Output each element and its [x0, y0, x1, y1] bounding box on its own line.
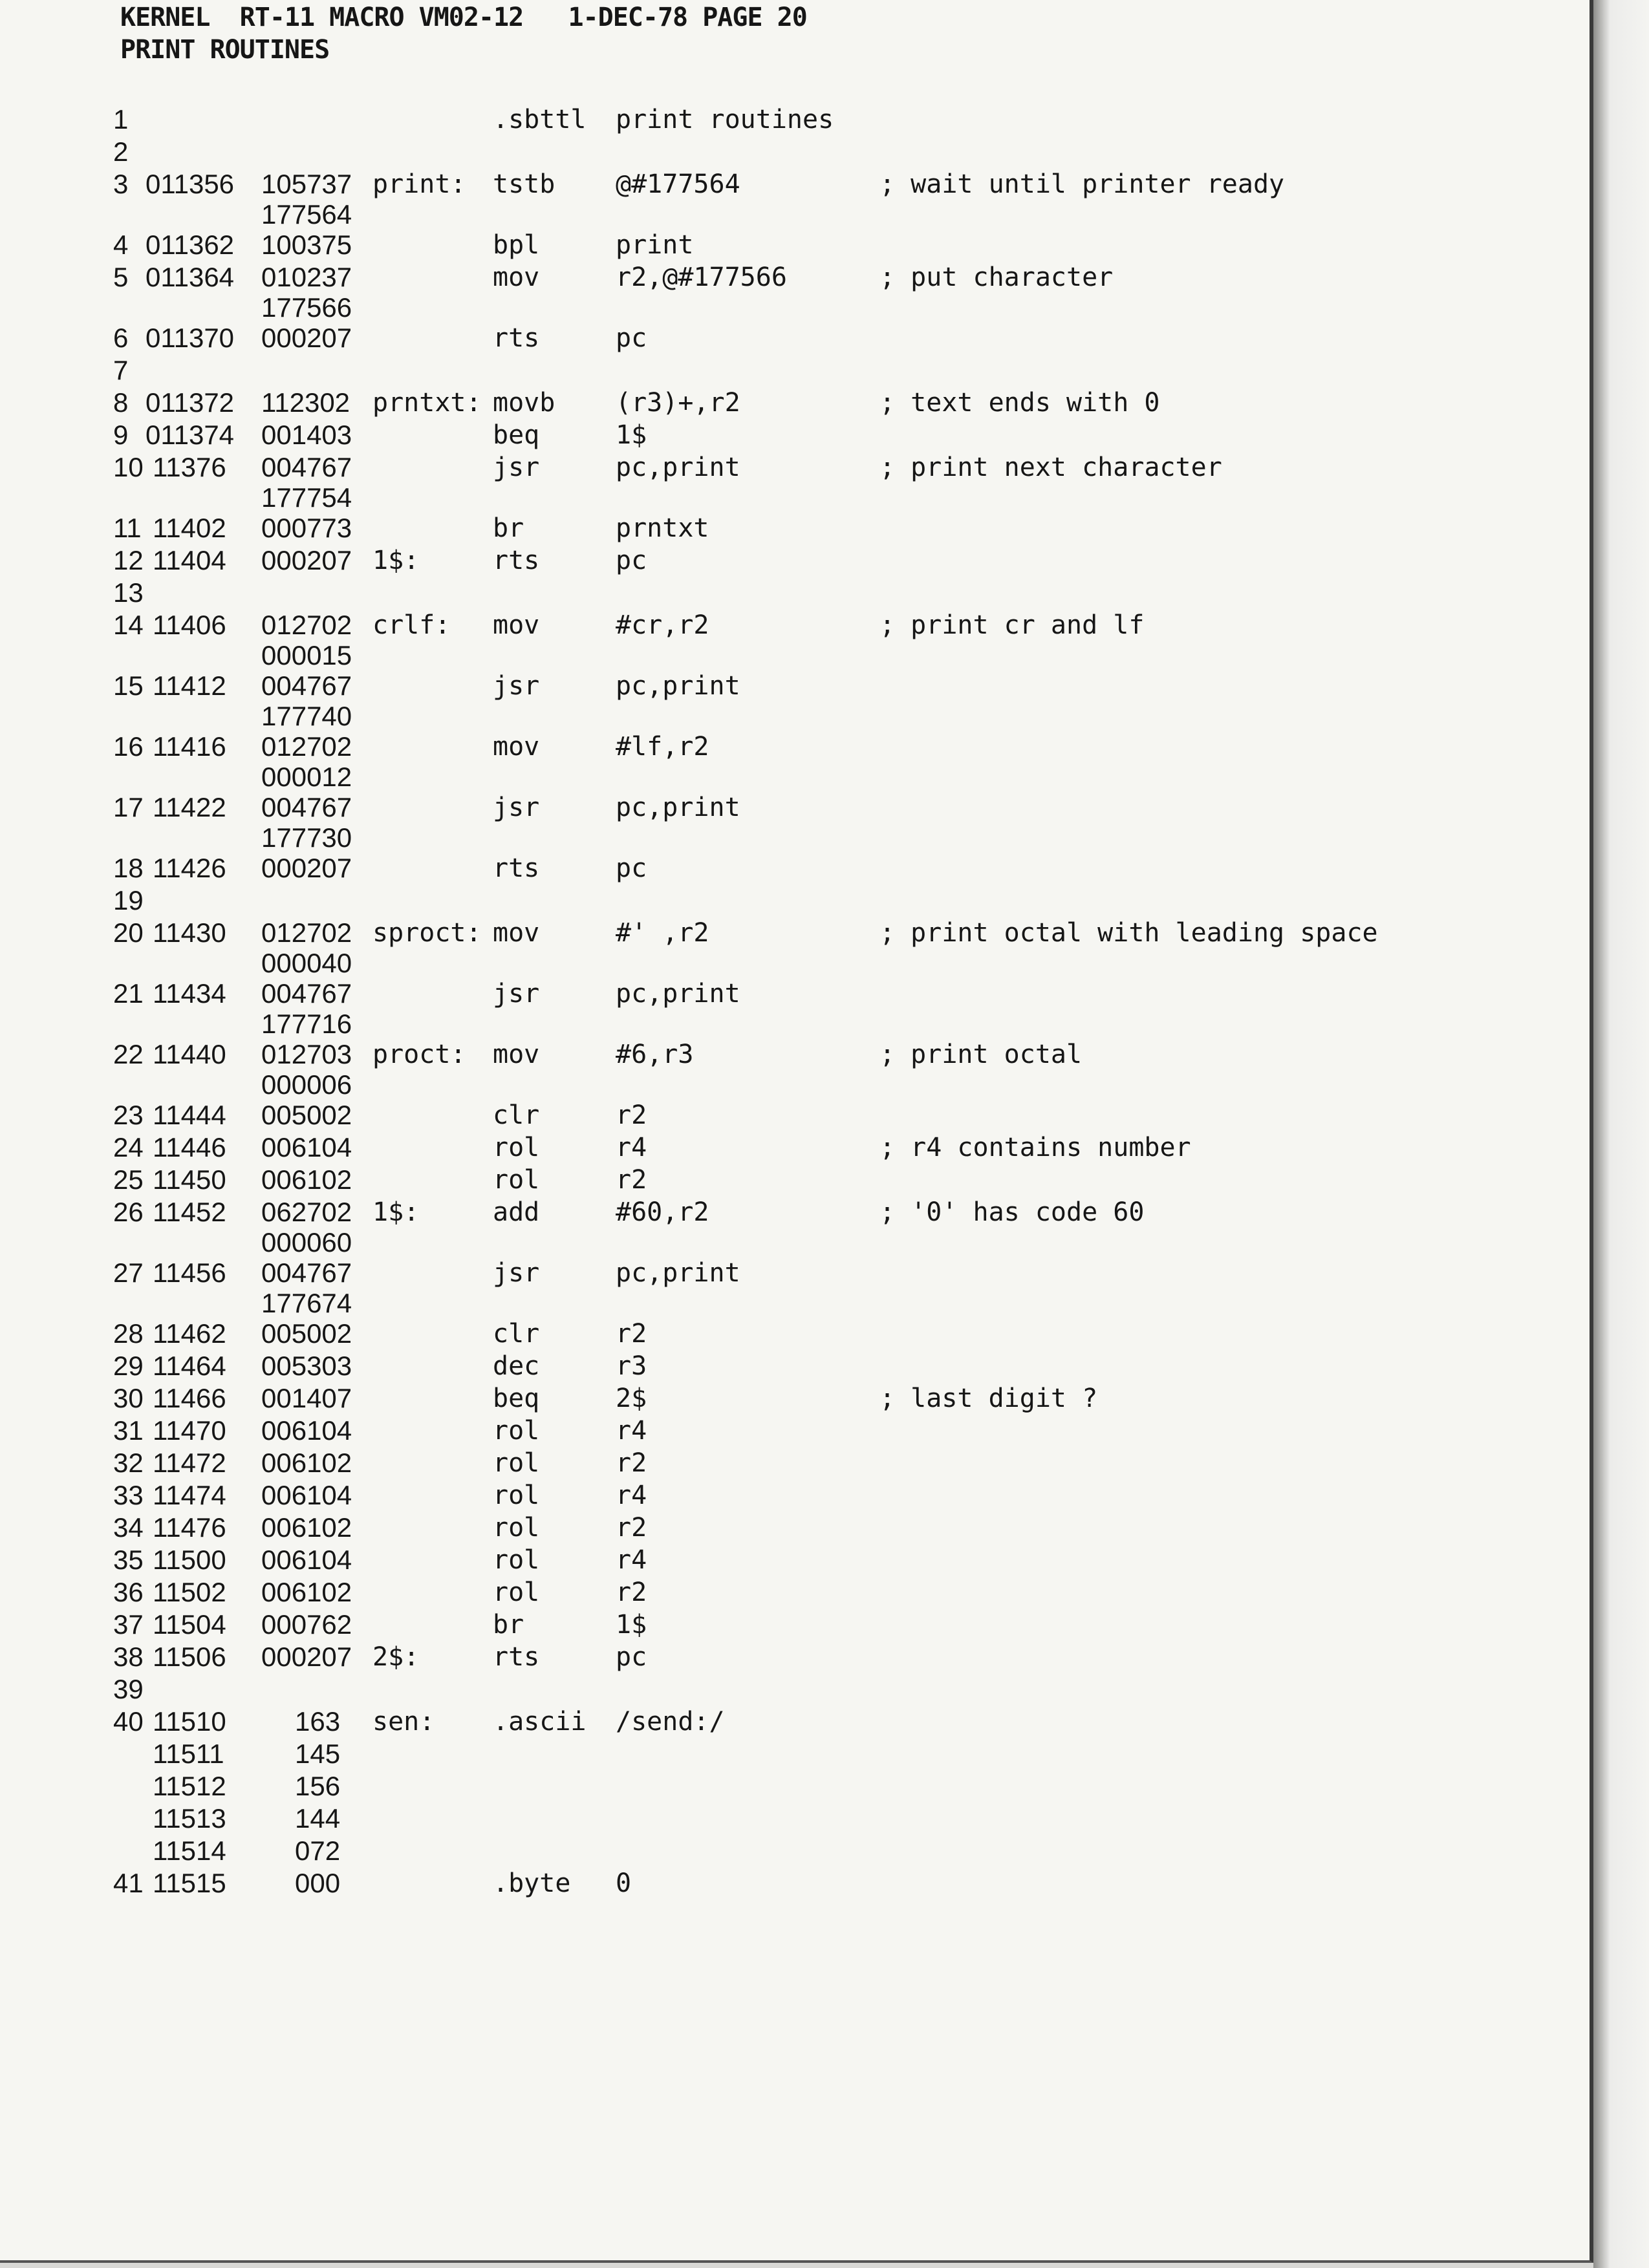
object-code: 004767	[261, 1257, 352, 1288]
listing-line	[0, 544, 1552, 577]
operand: 0	[616, 1868, 632, 1898]
listing-line	[0, 1867, 1552, 1899]
operand: r2,@#177566	[616, 262, 787, 292]
operand: r2	[616, 1513, 647, 1543]
address: 11450	[153, 1164, 226, 1195]
listing-line	[0, 451, 1552, 484]
address: 11474	[153, 1480, 226, 1510]
object-code: 006104	[261, 1415, 352, 1446]
object-code: 006102	[261, 1164, 352, 1195]
listing-line	[0, 978, 1552, 1010]
comment: ; last digit ?	[879, 1384, 1098, 1413]
listing-line	[0, 1099, 1552, 1131]
opcode: rol	[493, 1513, 540, 1543]
line-number: 34	[113, 1512, 144, 1543]
line-number: 32	[113, 1448, 144, 1478]
opcode: rol	[493, 1578, 540, 1607]
object-code: 006102	[261, 1448, 352, 1478]
object-code: 004767	[261, 978, 352, 1009]
listing-line	[0, 1803, 1552, 1835]
listing-line	[0, 354, 1552, 387]
opcode: beq	[493, 1384, 540, 1413]
operand: #cr,r2	[616, 610, 709, 640]
line-number: 22	[113, 1039, 144, 1069]
object-code: 004767	[261, 452, 352, 482]
operand: r4	[616, 1481, 647, 1510]
listing-line	[0, 1131, 1552, 1164]
object-code: 145	[295, 1738, 341, 1769]
opcode: .sbttl	[493, 105, 587, 134]
listing-line	[0, 1257, 1552, 1289]
opcode: jsr	[493, 1258, 540, 1288]
opcode: jsr	[493, 979, 540, 1009]
listing-line	[0, 1447, 1552, 1479]
object-code: 062702	[261, 1197, 352, 1227]
opcode: bpl	[493, 230, 540, 260]
listing-line	[0, 1038, 1552, 1071]
opcode: rts	[493, 853, 540, 883]
listing-line	[0, 1164, 1552, 1196]
label: sen:	[372, 1707, 435, 1737]
line-number: 10	[113, 452, 144, 482]
listing-line	[0, 103, 1552, 136]
object-code: 000207	[261, 545, 352, 575]
object-code-extension: 000040	[261, 948, 352, 978]
line-number: 16	[113, 731, 144, 762]
operand: r2	[616, 1165, 647, 1195]
opcode: rol	[493, 1448, 540, 1478]
opcode: tstb	[493, 169, 555, 199]
comment: ; wait until printer ready	[879, 169, 1285, 199]
line-number: 4	[113, 230, 129, 260]
object-code: 010237	[261, 262, 352, 292]
line-number: 31	[113, 1415, 144, 1446]
listing-line	[0, 1835, 1552, 1867]
object-code: 156	[295, 1771, 341, 1801]
address: 011356	[146, 169, 235, 199]
line-number: 18	[113, 853, 144, 883]
object-code: 004767	[261, 670, 352, 701]
address: 11440	[153, 1039, 226, 1069]
operand: pc,print	[616, 453, 740, 482]
opcode: rts	[493, 546, 540, 575]
line-number: 24	[113, 1132, 144, 1162]
operand: r2	[616, 1578, 647, 1607]
address: 11510	[153, 1706, 226, 1737]
address: 11426	[153, 853, 226, 883]
opcode: br	[493, 513, 524, 543]
opcode: rts	[493, 1642, 540, 1672]
address: 11472	[153, 1448, 226, 1478]
line-number: 25	[113, 1164, 144, 1195]
line-number: 38	[113, 1642, 144, 1672]
address: 11422	[153, 792, 226, 822]
operand: pc,print	[616, 671, 740, 701]
line-number: 36	[113, 1577, 144, 1607]
listing-line	[0, 387, 1552, 419]
listing-line	[0, 1415, 1552, 1447]
line-number: 14	[113, 610, 144, 640]
object-code: 000207	[261, 323, 352, 353]
line-number: 1	[113, 104, 129, 134]
operand: pc,print	[616, 1258, 740, 1288]
address: 11406	[153, 610, 226, 640]
operand: r4	[616, 1545, 647, 1575]
object-code-extension: 000006	[261, 1069, 352, 1100]
listing-line	[0, 1738, 1552, 1770]
object-code: 000762	[261, 1609, 352, 1640]
object-code: 000773	[261, 513, 352, 543]
line-number: 39	[113, 1674, 144, 1704]
comment: ; print cr and lf	[879, 610, 1145, 640]
object-code: 004767	[261, 792, 352, 822]
label: prntxt:	[372, 388, 482, 418]
comment: ; r4 contains number	[879, 1133, 1191, 1162]
address: 011372	[146, 387, 235, 418]
operand: r4	[616, 1133, 647, 1162]
object-code: 005002	[261, 1100, 352, 1130]
listing-line	[0, 1512, 1552, 1544]
opcode: add	[493, 1197, 540, 1227]
listing-line	[0, 322, 1552, 354]
address: 11434	[153, 978, 226, 1009]
object-code: 105737	[261, 169, 352, 199]
operand: 1$	[616, 1610, 647, 1640]
opcode: rol	[493, 1481, 540, 1510]
listing-line	[0, 852, 1552, 884]
listing-line	[0, 1544, 1552, 1576]
opcode: jsr	[493, 453, 540, 482]
object-code: 000	[295, 1868, 341, 1898]
listing-line	[0, 1196, 1552, 1228]
object-code: 163	[295, 1706, 341, 1737]
listing-line	[0, 731, 1552, 763]
header-title: KERNEL RT-11 MACRO VM02-12 1-DEC-78 PAGE 20	[120, 3, 807, 32]
comment: ; text ends with 0	[879, 388, 1160, 418]
listing-line	[0, 1350, 1552, 1382]
operand: #' ,r2	[616, 918, 709, 948]
operand: pc,print	[616, 793, 740, 822]
listing-line	[0, 1770, 1552, 1803]
address: 11466	[153, 1383, 226, 1413]
line-number: 33	[113, 1480, 144, 1510]
listing-line	[0, 577, 1552, 609]
address: 11452	[153, 1197, 226, 1227]
line-number: 15	[113, 670, 144, 701]
label: proct:	[372, 1040, 466, 1069]
comment: ; print octal	[879, 1040, 1083, 1069]
object-code: 001403	[261, 420, 352, 450]
listing-line	[0, 419, 1552, 451]
address: 11416	[153, 731, 226, 762]
address: 11502	[153, 1577, 226, 1607]
object-code: 005303	[261, 1351, 352, 1381]
listing-line	[0, 136, 1552, 168]
operand: r4	[616, 1416, 647, 1446]
object-code-extension: 177564	[261, 199, 352, 230]
object-code-extension: 177716	[261, 1009, 352, 1039]
listing-line	[0, 1706, 1552, 1738]
object-code-extension: 177730	[261, 822, 352, 853]
listing-line	[0, 512, 1552, 544]
line-number: 30	[113, 1383, 144, 1413]
operand: #60,r2	[616, 1197, 709, 1227]
listing-line	[0, 1576, 1552, 1609]
operand: pc	[616, 546, 647, 575]
object-code: 005002	[261, 1318, 352, 1349]
opcode: rol	[493, 1165, 540, 1195]
line-number: 13	[113, 577, 144, 608]
opcode: mov	[493, 918, 540, 948]
object-code: 012702	[261, 917, 352, 948]
comment: ; '0' has code 60	[879, 1197, 1145, 1227]
label: 1$:	[372, 1197, 420, 1227]
object-code: 000207	[261, 853, 352, 883]
line-number: 17	[113, 792, 144, 822]
address: 11511	[153, 1738, 224, 1769]
opcode: .ascii	[493, 1707, 587, 1737]
operand: (r3)+,r2	[616, 388, 740, 418]
operand: 1$	[616, 420, 647, 450]
opcode: mov	[493, 262, 540, 292]
listing-line	[0, 917, 1552, 949]
opcode: rol	[493, 1416, 540, 1446]
line-number: 35	[113, 1545, 144, 1575]
address: 011374	[146, 420, 235, 450]
line-number: 23	[113, 1100, 144, 1130]
line-number: 28	[113, 1318, 144, 1349]
listing-line	[0, 609, 1552, 641]
opcode: rol	[493, 1545, 540, 1575]
object-code: 006104	[261, 1480, 352, 1510]
object-code: 006104	[261, 1545, 352, 1575]
operand: r2	[616, 1448, 647, 1478]
object-code: 001407	[261, 1383, 352, 1413]
address: 11500	[153, 1545, 226, 1575]
opcode: br	[493, 1610, 524, 1640]
object-code: 012702	[261, 610, 352, 640]
address: 11430	[153, 917, 226, 948]
comment: ; print octal with leading space	[879, 918, 1378, 948]
line-number: 7	[113, 355, 129, 385]
object-code-extension: 177740	[261, 701, 352, 731]
line-number: 19	[113, 885, 144, 915]
opcode: jsr	[493, 793, 540, 822]
listing-line	[0, 1641, 1552, 1673]
address: 11476	[153, 1512, 226, 1543]
line-number: 2	[113, 136, 129, 167]
line-number: 27	[113, 1257, 144, 1288]
address: 11512	[153, 1771, 226, 1801]
address: 11412	[153, 670, 226, 701]
scan-edge	[1593, 0, 1649, 2268]
object-code-extension: 000015	[261, 640, 352, 670]
line-number: 12	[113, 545, 144, 575]
object-code: 072	[295, 1835, 341, 1866]
operand: pc	[616, 853, 647, 883]
address: 11470	[153, 1415, 226, 1446]
line-number: 5	[113, 262, 129, 292]
operand: r2	[616, 1100, 647, 1130]
line-number: 11	[113, 513, 142, 543]
operand: pc	[616, 323, 647, 353]
operand: print	[616, 230, 694, 260]
listing-line	[0, 670, 1552, 702]
object-code: 012702	[261, 731, 352, 762]
line-number: 29	[113, 1351, 144, 1381]
listing-line	[0, 884, 1552, 917]
line-number: 40	[113, 1706, 144, 1737]
address: 11456	[153, 1257, 226, 1288]
opcode: clr	[493, 1100, 540, 1130]
line-number: 6	[113, 323, 129, 353]
opcode: movb	[493, 388, 555, 418]
address: 11515	[153, 1868, 226, 1898]
opcode: clr	[493, 1319, 540, 1349]
address: 11464	[153, 1351, 226, 1381]
operand: pc	[616, 1642, 647, 1672]
listing-line	[0, 1479, 1552, 1512]
operand: @#177564	[616, 169, 740, 199]
object-code: 144	[295, 1803, 341, 1834]
operand: r3	[616, 1351, 647, 1381]
address: 11513	[153, 1803, 226, 1834]
object-code-extension: 177674	[261, 1288, 352, 1318]
object-code: 006102	[261, 1577, 352, 1607]
address: 11444	[153, 1100, 226, 1130]
operand: print routines	[616, 105, 834, 134]
operand: /send:/	[616, 1707, 725, 1737]
line-number: 26	[113, 1197, 144, 1227]
label: print:	[372, 169, 466, 199]
opcode: dec	[493, 1351, 540, 1381]
object-code-extension: 177754	[261, 482, 352, 513]
label: 2$:	[372, 1642, 420, 1672]
operand: prntxt	[616, 513, 709, 543]
operand: #6,r3	[616, 1040, 694, 1069]
opcode: rol	[493, 1133, 540, 1162]
listing-line	[0, 791, 1552, 824]
address: 011370	[146, 323, 235, 353]
address: 11446	[153, 1132, 226, 1162]
operand: r2	[616, 1319, 647, 1349]
line-number: 20	[113, 917, 144, 948]
opcode: rts	[493, 323, 540, 353]
operand: 2$	[616, 1384, 647, 1413]
opcode: jsr	[493, 671, 540, 701]
address: 011362	[146, 230, 235, 260]
listing-line	[0, 1609, 1552, 1641]
address: 11402	[153, 513, 226, 543]
comment: ; put character	[879, 262, 1114, 292]
opcode: beq	[493, 420, 540, 450]
opcode: mov	[493, 1040, 540, 1069]
operand: #lf,r2	[616, 732, 709, 762]
line-number: 21	[113, 978, 144, 1009]
address: 011364	[146, 262, 235, 292]
object-code: 012703	[261, 1039, 352, 1069]
address: 11376	[153, 452, 226, 482]
opcode: mov	[493, 610, 540, 640]
line-number: 3	[113, 169, 129, 199]
listing-line	[0, 261, 1552, 294]
label: crlf:	[372, 610, 451, 640]
line-number: 37	[113, 1609, 144, 1640]
listing-line	[0, 1318, 1552, 1350]
label: 1$:	[372, 546, 420, 575]
listing-line	[0, 1382, 1552, 1415]
address: 11462	[153, 1318, 226, 1349]
object-code: 006104	[261, 1132, 352, 1162]
address: 11506	[153, 1642, 226, 1672]
object-code: 006102	[261, 1512, 352, 1543]
line-number: 8	[113, 387, 129, 418]
page-header	[120, 1, 807, 66]
operand: pc,print	[616, 979, 740, 1009]
listing-line	[0, 168, 1552, 200]
address: 11514	[153, 1835, 226, 1866]
listing-line	[0, 1673, 1552, 1706]
address: 11404	[153, 545, 226, 575]
line-number: 9	[113, 420, 129, 450]
object-code-extension: 000060	[261, 1227, 352, 1257]
opcode: mov	[493, 732, 540, 762]
comment: ; print next character	[879, 453, 1222, 482]
object-code: 000207	[261, 1642, 352, 1672]
object-code-extension: 177566	[261, 292, 352, 323]
label: sproct:	[372, 918, 482, 948]
object-code: 100375	[261, 230, 352, 260]
header-subtitle: PRINT ROUTINES	[120, 35, 330, 65]
line-number: 41	[113, 1868, 144, 1898]
object-code-extension: 000012	[261, 762, 352, 792]
address: 11504	[153, 1609, 226, 1640]
object-code: 112302	[261, 387, 350, 418]
opcode: .byte	[493, 1868, 571, 1898]
listing-line	[0, 229, 1552, 261]
